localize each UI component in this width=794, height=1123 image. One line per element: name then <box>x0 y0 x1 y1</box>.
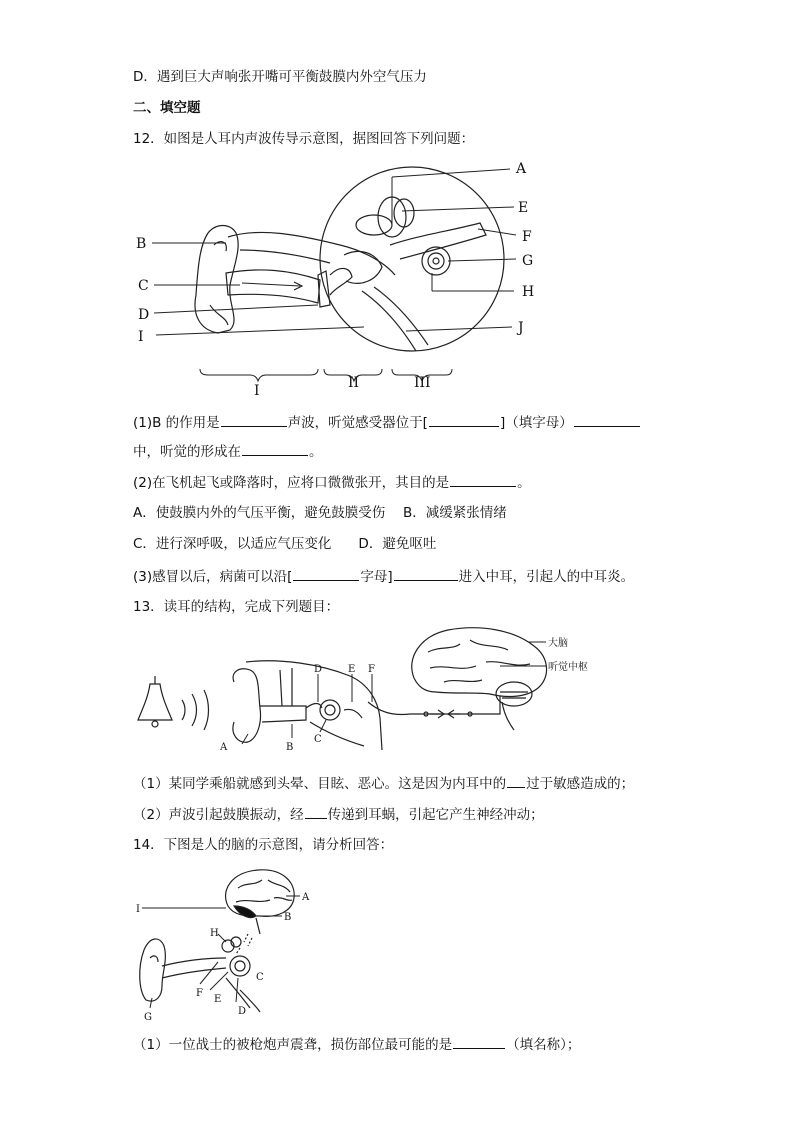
q12-part1 <box>133 412 641 432</box>
q13-2-text-b: 传递到耳蜗，引起它产生神经冲动； <box>327 807 544 823</box>
fig2-brain-label: 大脑 <box>548 638 568 649</box>
fig1-label-j: J <box>518 320 524 336</box>
fig2-label-c: C <box>314 734 322 745</box>
ear-canal-shape <box>226 270 320 303</box>
fig1-section-3: III <box>414 375 431 391</box>
auricle-shape <box>195 226 238 334</box>
fig3-label-h: H <box>210 928 219 939</box>
fig1-label-i: I <box>138 329 144 345</box>
fig3-label-g: G <box>144 1012 152 1020</box>
fig1-label-b: B <box>136 236 147 252</box>
q12-1-text-a: (1)B 的作用是 <box>133 415 220 431</box>
fig1-label-e: E <box>518 200 529 216</box>
q13-1-text-a: （1）某同学乘船就感到头晕、目眩、恶心。这是因为内耳中的 <box>133 776 507 792</box>
q14-1-text-b: （填名称）； <box>506 1037 581 1053</box>
q12-options-ab: A．使鼓膜内外的气压平衡，避免鼓膜受伤 B．减缓紧张情绪 <box>133 505 507 521</box>
fig3-label-e: E <box>214 994 222 1005</box>
q12-1-text-c: ]（填字母） <box>499 415 573 431</box>
answer-blank[interactable] <box>453 1034 505 1049</box>
q12-3-text-a: (3)感冒以后，病菌可以沿[ <box>133 569 293 585</box>
option-d: D．遇到巨大声响张开嘴可平衡鼓膜内外空气压力 <box>133 69 427 85</box>
fig2-center-label: 听觉中枢 <box>548 662 588 673</box>
fig1-label-d: D <box>138 307 150 323</box>
fig2-label-f: F <box>368 664 375 675</box>
fig2-label-d: D <box>314 664 323 675</box>
answer-blank[interactable] <box>242 441 308 456</box>
answer-blank[interactable] <box>221 412 287 427</box>
ear-conduction-figure <box>130 155 550 400</box>
q12-part1-cont <box>133 441 323 461</box>
fig1-label-c: C <box>138 278 149 294</box>
brain-shape <box>412 628 547 697</box>
fig1-label-a: A <box>516 161 527 177</box>
q12-1-text-d: 中，听觉的形成在 <box>133 444 241 460</box>
fig2-label-b: B <box>286 742 294 753</box>
q13-1-text-b: 过于敏感造成的； <box>526 776 635 792</box>
q13-part1 <box>133 773 634 793</box>
brain-ear-figure <box>136 862 316 1020</box>
fig3-label-b: B <box>284 912 292 923</box>
q12-2-text-a: (2)在飞机起飞或降落时，应将口微微张开，其目的是 <box>133 475 450 491</box>
fig2-label-e: E <box>348 664 356 675</box>
q12-options-cd: C．进行深呼吸，以适应气压变化 D．避免呕吐 <box>133 536 437 552</box>
q12-3-text-b: 字母] <box>360 569 393 585</box>
fig1-section-1: I <box>254 383 260 399</box>
q12-3-text-c: 进入中耳，引起人的中耳炎。 <box>458 569 635 585</box>
q14-stem: 14．下图是人的脑的示意图，请分析回答： <box>133 837 394 853</box>
fig1-label-h: H <box>522 284 535 300</box>
q13-2-text-a: （2）声波引起鼓膜振动，经 <box>133 807 304 823</box>
fig3-label-d: D <box>238 1006 247 1017</box>
q12-1-text-b: 声波，听觉感受器位于[ <box>287 415 428 431</box>
q12-stem: 12．如图是人耳内声波传导示意图，据图回答下列问题： <box>133 131 475 147</box>
fig1-label-f: F <box>522 229 532 245</box>
answer-blank[interactable] <box>305 804 327 819</box>
bell-icon <box>138 684 172 720</box>
q13-part2 <box>133 804 544 824</box>
auricle-shape <box>140 939 166 1001</box>
answer-blank[interactable] <box>429 412 499 427</box>
cochlea-shape <box>422 247 450 275</box>
eustachian-tube-shape <box>362 291 416 351</box>
fig3-label-a: A <box>302 892 310 903</box>
answer-blank[interactable] <box>394 566 458 581</box>
fig2-label-a: A <box>220 742 228 753</box>
fig3-label-c: C <box>256 972 264 983</box>
ear-section-shape <box>233 669 261 743</box>
answer-blank[interactable] <box>574 412 640 427</box>
q12-2-text-b: 。 <box>517 475 531 491</box>
ear-brain-figure <box>130 622 610 757</box>
cochlea-shape <box>230 956 250 976</box>
q14-1-text-a: （1）一位战士的被枪炮声震聋，损伤部位最可能的是 <box>133 1037 453 1053</box>
section-heading: 二、填空题 <box>133 100 201 116</box>
answer-blank[interactable] <box>293 566 359 581</box>
q13-stem: 13．读耳的结构，完成下列题目： <box>133 599 340 615</box>
fig3-label-f: F <box>196 988 203 999</box>
answer-blank[interactable] <box>450 472 516 487</box>
fig1-section-2: II <box>348 375 360 391</box>
q12-part2 <box>133 472 531 492</box>
q12-part3 <box>133 566 634 586</box>
cerebellum-shape <box>234 906 256 918</box>
fig3-label-i: I <box>136 904 140 915</box>
q14-part1 <box>133 1034 580 1054</box>
answer-blank[interactable] <box>507 773 525 788</box>
q12-1-text-e: 。 <box>309 444 323 460</box>
fig1-label-g: G <box>522 253 534 269</box>
